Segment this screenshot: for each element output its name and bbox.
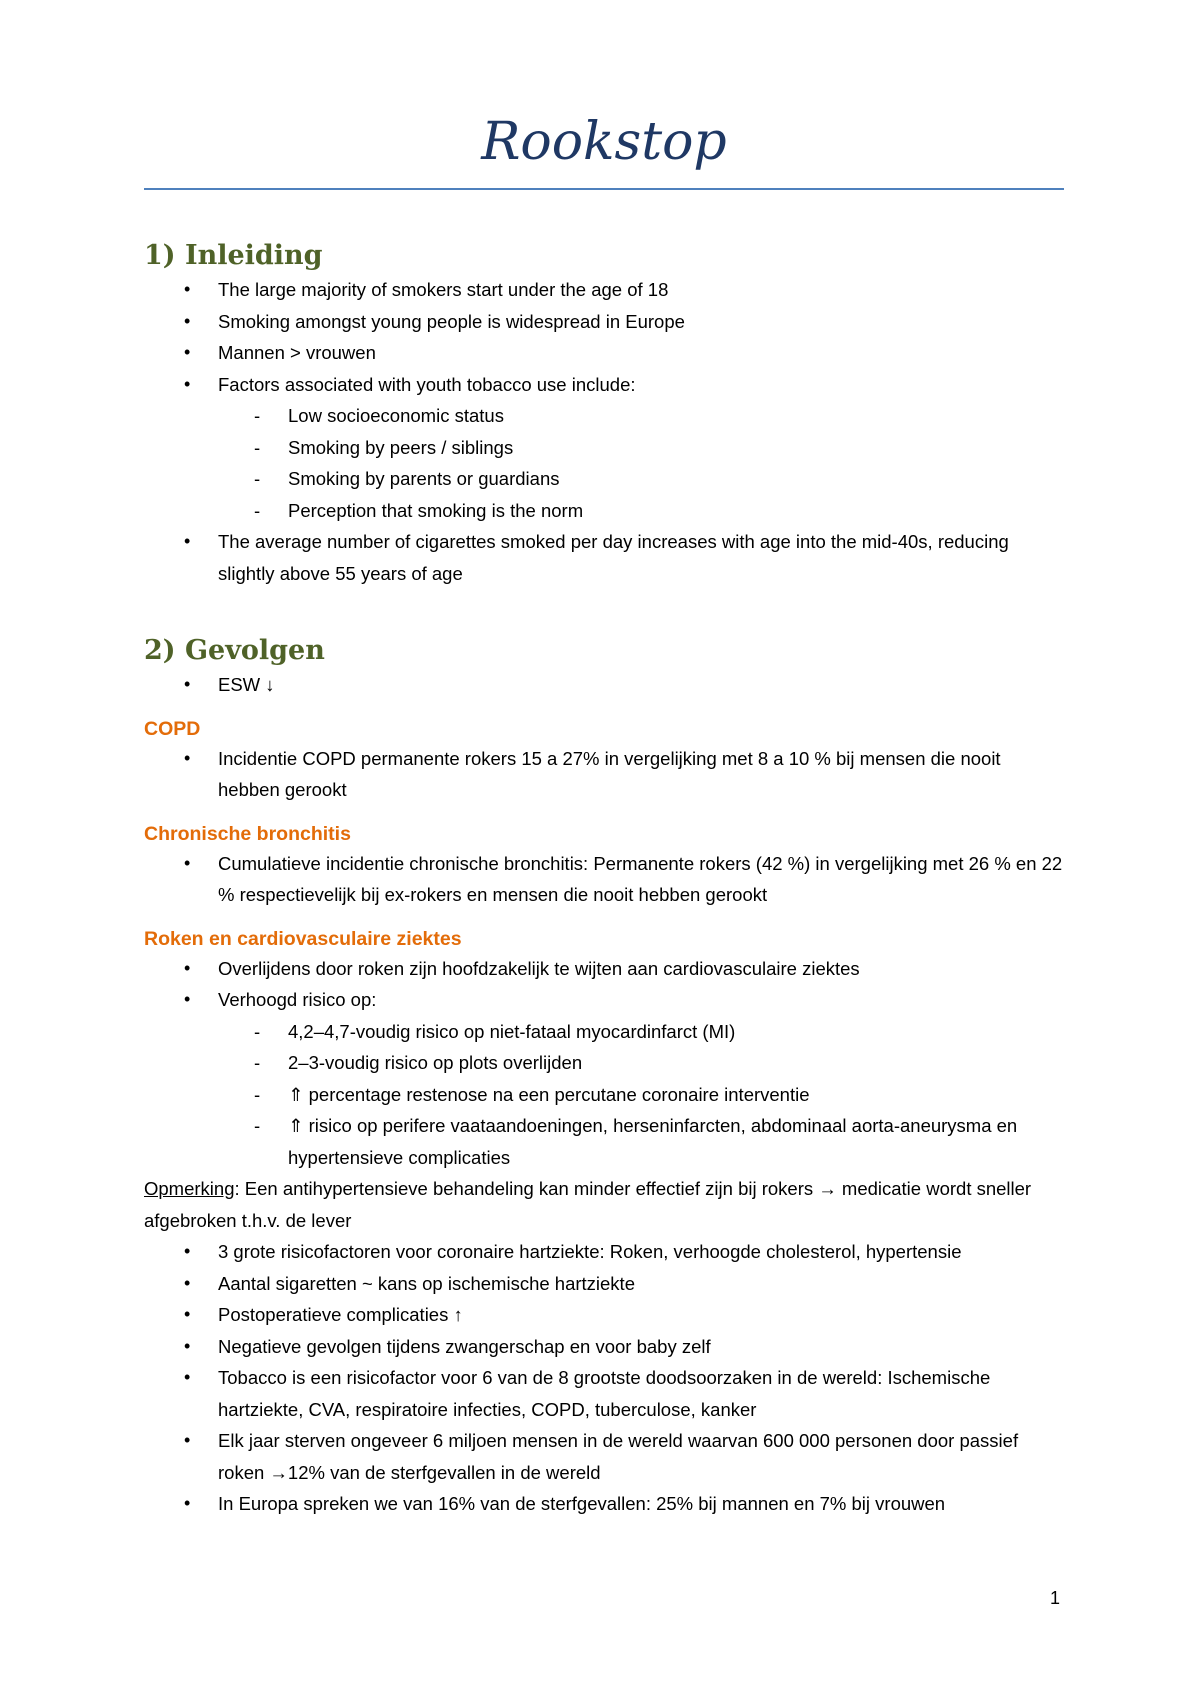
list-item: • In Europa spreken we van 16% van de sterfgevallen: 25% bij mannen en 7% bij vrouwen	[144, 1488, 1064, 1520]
list-item: • Mannen > vrouwen	[144, 337, 1064, 369]
factors-list	[144, 400, 1064, 526]
section-heading-gevolgen: 2) Gevolgen	[144, 635, 325, 666]
list-item: • Negatieve gevolgen tijdens zwangerschap en voor baby zelf	[144, 1331, 1064, 1363]
subheading-cardiovasculair: Roken en cardiovasculaire ziektes	[144, 927, 462, 950]
title-underline	[144, 188, 1064, 190]
list-item: - Low socioeconomic status	[144, 400, 1064, 432]
document-body	[144, 238, 1064, 1520]
subheading-copd: COPD	[144, 717, 201, 740]
copd-list	[144, 743, 1064, 806]
document-title: Rookstop	[481, 112, 727, 172]
list-item: • Postoperatieve complicaties ↑	[144, 1299, 1064, 1331]
remark-label: Opmerking	[144, 1178, 235, 1199]
page-number: 1	[1050, 1588, 1061, 1608]
section-heading-inleiding: 1) Inleiding	[144, 240, 323, 271]
remark-text: : Een antihypertensieve behandeling kan minder effectief zijn bij rokers → medicatie wordt sneller afgebroken t.h.v. de lever	[144, 1178, 1032, 1231]
list-item: - ⇑ percentage restenose na een percutane coronaire interventie	[144, 1079, 1064, 1111]
list-item: • Aantal sigaretten ~ kans op ischemische hartziekte	[144, 1268, 1064, 1300]
list-item: • ESW ↓	[144, 669, 1064, 701]
list-item: • Elk jaar sterven ongeveer 6 miljoen mensen in de wereld waarvan 600 000 personen door passief roken →12% van de sterfgevallen in de wereld	[144, 1425, 1064, 1488]
bronchitis-list	[144, 848, 1064, 911]
list-item: - 4,2–4,7-voudig risico op niet-fataal myocardinfarct (MI)	[144, 1016, 1064, 1048]
inleiding-list	[144, 274, 1064, 400]
list-item: - Perception that smoking is the norm	[144, 495, 1064, 527]
remark-paragraph	[144, 1173, 1064, 1236]
inleiding-list-end	[144, 526, 1064, 589]
list-item: • The large majority of smokers start under the age of 18	[144, 274, 1064, 306]
list-item: - Smoking by parents or guardians	[144, 463, 1064, 495]
list-item: - 2–3-voudig risico op plots overlijden	[144, 1047, 1064, 1079]
list-item: • Smoking amongst young people is widespread in Europe	[144, 306, 1064, 338]
list-item: - ⇑ risico op perifere vaataandoeningen, herseninfarcten, abdominaal aorta-aneurysma en hypertensieve complicaties	[144, 1110, 1064, 1173]
list-item: • 3 grote risicofactoren voor coronaire hartziekte: Roken, verhoogde cholesterol, hypertensie	[144, 1236, 1064, 1268]
list-item: • Tobacco is een risicofactor voor 6 van de 8 grootste doodsoorzaken in de wereld: Ischemische hartziekte, CVA, respiratoire infecties, COPD, tuberculose, kanker	[144, 1362, 1064, 1425]
cardio-more-list	[144, 1236, 1064, 1520]
list-item: - Smoking by peers / siblings	[144, 432, 1064, 464]
subheading-chronische-bronchitis: Chronische bronchitis	[144, 822, 351, 845]
gevolgen-list	[144, 669, 1064, 701]
risk-list	[144, 1016, 1064, 1174]
list-item: • Verhoogd risico op:	[144, 984, 1064, 1016]
list-item: • Factors associated with youth tobacco use include:	[144, 369, 1064, 401]
list-item: • The average number of cigarettes smoked per day increases with age into the mid-40s, reducing slightly above 55 years of age	[144, 526, 1064, 589]
list-item: • Incidentie COPD permanente rokers 15 a 27% in vergelijking met 8 a 10 % bij mensen die nooit hebben gerookt	[144, 743, 1064, 806]
list-item: • Cumulatieve incidentie chronische bronchitis: Permanente rokers (42 %) in vergelijking met 26 % en 22 % respectievelijk bij ex-rokers en mensen die nooit hebben gerookt	[144, 848, 1064, 911]
list-item: • Overlijdens door roken zijn hoofdzakelijk te wijten aan cardiovasculaire ziektes	[144, 953, 1064, 985]
cardio-list	[144, 953, 1064, 1016]
section-spacer	[144, 589, 1064, 633]
